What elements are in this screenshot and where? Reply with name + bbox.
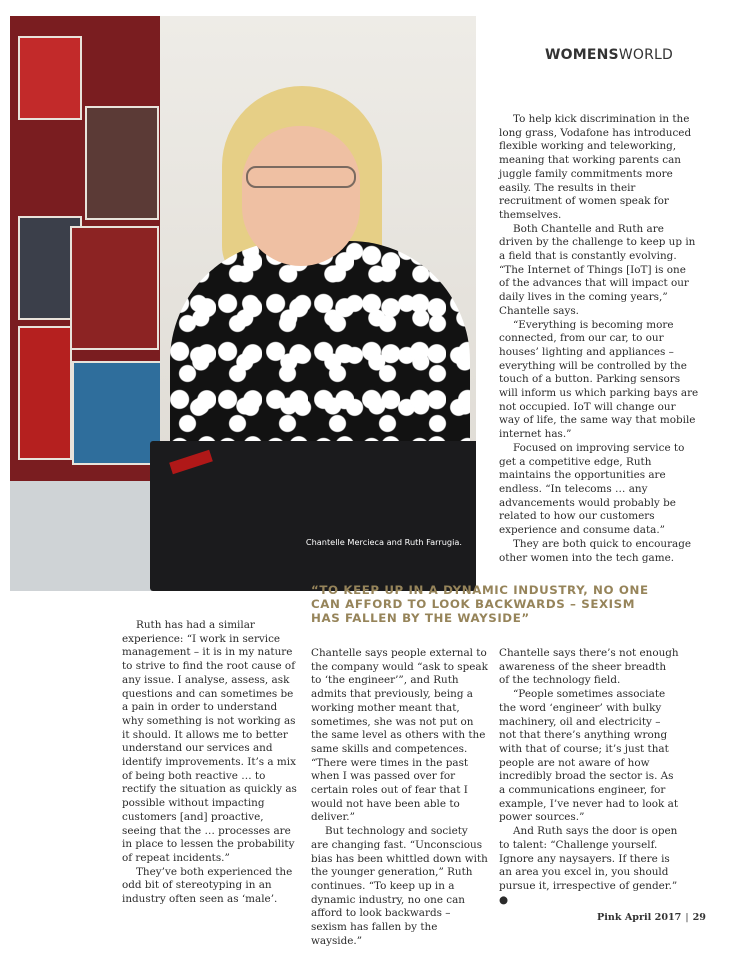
paragraph: To help kick discrimination in the long grass, Vodafone has introduced flexible working and teleworking, meaning that working parents can juggle family commitments more easily. The results in their recruitment of women speak for themselves. (499, 113, 692, 221)
text-column-1 (122, 619, 300, 907)
logo-bold-part: WOMENS (545, 47, 619, 63)
logo-light-part: WORLD (618, 47, 674, 63)
portrait-photo (10, 16, 476, 591)
paragraph: Ruth has had a similar experience: “I work in service management – it is in my nature to strive to find the root cause of any issue. I analyse, assess, ask questions and can sometimes be a pain in order to understand why something is not working as it should. It allows me to better understand our services and identify improvements. It’s a mix of being both reactive … to rectify the situation as quickly as possible without impacting customers [and] proactive, seeing that the … processes are in place to lessen the probability of repeat incidents.” (122, 619, 297, 864)
paragraph: Both Chantelle and Ruth are driven by the challenge to keep up in a field that is constantly evolving. “The Internet of Things [IoT] is one of the advances that will impact our daily lives in the coming years,” Chantelle says. (499, 222, 696, 317)
paragraph: They’ve both experienced the odd bit of stereotyping in an industry often seen as ‘male’. (122, 865, 293, 906)
glasses (246, 166, 356, 188)
photo-caption: Chantelle Mercieca and Ruth Farrugia. (305, 537, 462, 547)
magazine-section-logo (545, 47, 685, 65)
text-column-3 (499, 647, 679, 907)
paragraph: “People sometimes associate the word ‘engineer’ with bulky machinery, oil and electricity – not that there’s anything wrong with that of course; it’s just that people are not aware of how incredibly broad the sector is. As a communications engineer, for example, I’ve never had to look at power sources.” (499, 688, 679, 824)
face (242, 126, 360, 266)
wall-poster (18, 326, 72, 460)
paragraph: And Ruth says the door is open to talent: “Challenge yourself. Ignore any naysayers. If there is an area you excel in, you should pursue it, irrespective of gender.” ● (499, 825, 678, 906)
page-number: 29 (692, 912, 706, 923)
paragraph: Chantelle says people external to the company would “ask to speak to ‘the engineer’”, and Ruth admits that previously, being a working mother meant that, sometimes, she was not put on the same level as others with the same skills and competences. “There were times in the past when I was passed over for certain roles out of fear that I would not have been able to deliver.” (311, 647, 488, 824)
wall-poster (70, 226, 159, 350)
paragraph: They are both quick to encourage other women into the tech game. (499, 537, 692, 564)
paragraph: “Everything is becoming more connected, from our car, to our houses’ lighting and appliances – everything will be controlled by the touch of a button. Parking sensors will inform us which parking bays are not occupied. IoT will change our way of life, the same way that mobile internet has.” (499, 318, 699, 441)
footer-separator: | (685, 912, 689, 923)
page-footer (597, 912, 706, 923)
text-column-2 (311, 647, 488, 948)
paragraph: But technology and society are changing fast. “Unconscious bias has been whittled down with the younger generation,” Ruth continues. “To keep up in a dynamic industry, no one can afford to look backwards – sexism has fallen by the wayside.” (311, 825, 488, 947)
paragraph: Focused on improving service to get a competitive edge, Ruth maintains the opportunities are endless. “In telecoms … any advancements would probably be related to how our customers experience and consume data.” (499, 441, 685, 537)
right-text-column (499, 113, 699, 565)
wall-poster (18, 36, 82, 120)
paragraph: Chantelle says there’s not enough awareness of the sheer breadth of the technology field. (499, 647, 679, 687)
publication-name: Pink April 2017 (597, 912, 682, 923)
pull-quote: “TO KEEP UP IN A DYNAMIC INDUSTRY, NO ONE CAN AFFORD TO LOOK BACKWARDS – SEXISM HAS FALLEN BY THE WAYSIDE” (311, 583, 649, 626)
wall-poster (85, 106, 159, 220)
